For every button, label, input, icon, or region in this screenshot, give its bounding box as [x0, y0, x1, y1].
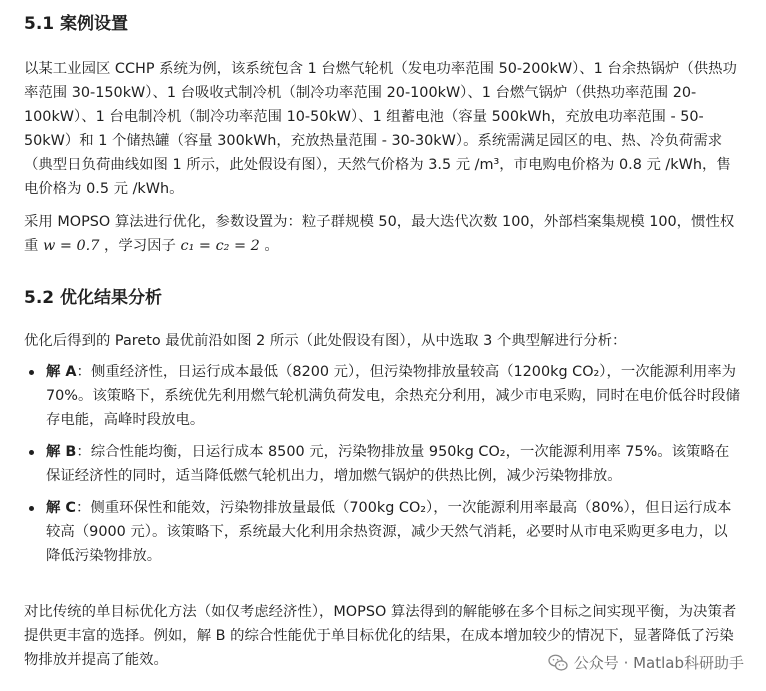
- conclusion-paragraph: 对比传统的单目标优化方法（如仅考虑经济性），MOPSO 算法得到的解能够在多个目标之间实现平衡，为决策者提供更丰富的选择。例如，解 B 的综合性能优于单目标优化的结果，在成本增加较少的情况下，显著降低了污染物排放并提高了能效。: [24, 604, 737, 668]
- params-text-c: 。: [264, 238, 279, 254]
- list-item-solution-c: [24, 496, 740, 568]
- watermark: [548, 653, 744, 673]
- solution-text: ：侧重经济性，日运行成本最低（8200 元），但污染物排放量较高（1200kg CO₂），一次能源利用率为 70%。该策略下，系统优先利用燃气轮机满负荷发电，余热充分利用，减少市电采购，同时在电价低谷时段储存电能，高峰时段放电。: [46, 364, 740, 428]
- case-setup-paragraph: 以某工业园区 CCHP 系统为例，该系统包含 1 台燃气轮机（发电功率范围 50-200kW）、1 台余热锅炉（供热功率范围 30-150kW）、1 台吸收式制冷机（制冷功率范围 20-100kW）、1 台燃气锅炉（供热功率范围 20-100kW）、1 台电制冷机（制冷功率范围 10-50kW）、1 组蓄电池（容量 500kWh，充放电功率范围 - 50-50kW）和 1 个储热罐（容量 300kWh，充放热量范围 - 30-30kW）。系统需满足园区的电、热、冷负荷需求（典型日负荷曲线如图 1 所示，此处假设有图），天然气价格为 3.5 元 /m³，市电购电价格为 0.8 元 /kWh，售电价格为 0.5 元 /kWh。: [24, 61, 737, 197]
- bullet-icon: [29, 506, 34, 511]
- pareto-intro-paragraph: 优化后得到的 Pareto 最优前沿如图 2 所示（此处假设有图），从中选取 3 个典型解进行分析：: [24, 333, 627, 349]
- mopso-params-paragraph: [24, 210, 740, 258]
- solution-text: ：综合性能均衡，日运行成本 8500 元，污染物排放量 950kg CO₂，一次能源利用率 75%。该策略在保证经济性的同时，适当降低燃气轮机出力，增加燃气锅炉的供热比例，减少污染物排放。: [46, 444, 730, 484]
- list-item-solution-b: [24, 440, 740, 488]
- watermark-text: 公众号 · Matlab科研助手: [573, 654, 744, 672]
- learning-factor-formula: c₁ = c₂ = 2: [180, 238, 260, 254]
- solution-label: 解 C: [46, 500, 76, 516]
- section-5-1-title: 5.1 案例设置: [24, 14, 129, 34]
- bullet-icon: [29, 450, 34, 455]
- params-text-b: ，学习因子: [103, 238, 176, 254]
- solution-text: ：侧重环保性和能效，污染物排放量最低（700kg CO₂），一次能源利用率最高（80%），但日运行成本较高（9000 元）。该策略下，系统最大化利用余热资源，减少天然气消耗，必要时从市电采购更多电力，以降低污染物排放。: [46, 500, 732, 564]
- wechat-icon: [548, 654, 568, 672]
- section-5-2-title: 5.2 优化结果分析: [24, 288, 163, 308]
- params-text-a: 采用 MOPSO 算法进行优化，参数设置为：粒子群规模 50，最大迭代次数 100，外部档案集规模 100，惯性权重: [24, 214, 735, 254]
- bullet-icon: [29, 370, 34, 375]
- list-item-solution-a: [24, 360, 740, 432]
- solution-label: 解 B: [46, 444, 77, 460]
- solution-list: [24, 360, 740, 576]
- solution-label: 解 A: [46, 364, 77, 380]
- inertia-weight-formula: w = 0.7: [42, 238, 100, 254]
